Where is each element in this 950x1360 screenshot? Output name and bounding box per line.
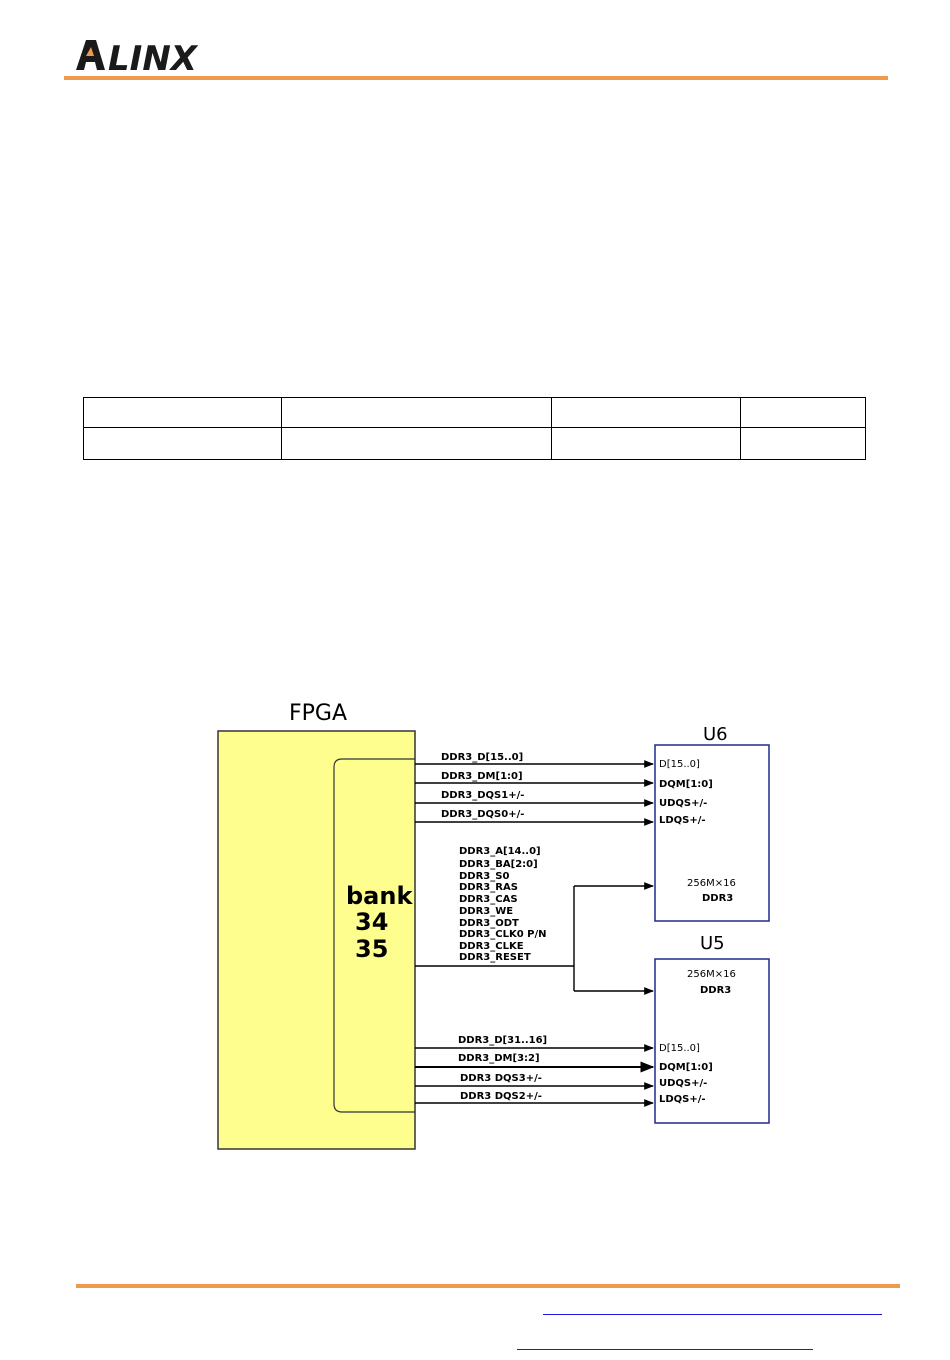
table-cell: [741, 428, 866, 460]
signal-label: DDR3_DQS1+/-: [441, 790, 525, 801]
signal-label: DDR3_CLK0 P/N: [459, 929, 547, 940]
bank-number-34: 34: [355, 908, 389, 936]
u5-chip-size: 256M×16: [687, 969, 736, 980]
footer-rule: [76, 1284, 900, 1288]
table-row: [84, 428, 866, 460]
table-cell: [84, 398, 282, 428]
alinx-logo: [74, 36, 234, 74]
u6-chip-type: DDR3: [702, 893, 734, 904]
table-cell: [281, 428, 552, 460]
u6-pin-dqm: DQM[1:0]: [659, 779, 713, 790]
u5-chip-type: DDR3: [700, 985, 732, 996]
header-rule: [64, 76, 888, 80]
fpga-label: FPGA: [289, 701, 348, 726]
signal-label: DDR3 DQS3+/-: [460, 1073, 542, 1084]
footer-link-underline[interactable]: [543, 1314, 882, 1315]
u6-pin-udqs: UDQS+/-: [659, 798, 708, 809]
table-cell: [552, 398, 741, 428]
table-cell: [281, 398, 552, 428]
signal-label: DDR3_RESET: [459, 952, 531, 963]
signal-label: DDR3_DM[1:0]: [441, 771, 523, 782]
signal-label: DDR3_D[15..0]: [441, 752, 524, 763]
signal-label: DDR3_WE: [459, 906, 514, 917]
bank-number-35: 35: [355, 935, 389, 963]
u5-label: U5: [700, 933, 725, 954]
signal-label: DDR3_CAS: [459, 894, 518, 905]
footer-link-underline[interactable]: [517, 1349, 813, 1350]
signal-label: DDR3_A[14..0]: [459, 846, 541, 857]
signal-label: DDR3_RAS: [459, 882, 518, 893]
table-cell: [552, 428, 741, 460]
bank-label: bank: [346, 882, 413, 910]
u6-pin-ldqs: LDQS+/-: [659, 815, 706, 826]
shared-signal-list: [459, 846, 547, 963]
ddr3-connection-diagram: [200, 690, 820, 1170]
u5-pin-data: D[15..0]: [659, 1043, 700, 1054]
u6-label: U6: [703, 724, 728, 745]
signal-label: DDR3 DQS2+/-: [460, 1091, 542, 1102]
u6-pin-data: D[15..0]: [659, 759, 700, 770]
signal-label: DDR3_DQS0+/-: [441, 809, 525, 820]
table-row: [84, 398, 866, 428]
u5-pin-ldqs: LDQS+/-: [659, 1094, 706, 1105]
table-cell: [741, 398, 866, 428]
u5-pin-dqm: DQM[1:0]: [659, 1062, 713, 1073]
logo-text: LINX: [108, 39, 197, 74]
u6-chip-size: 256M×16: [687, 878, 736, 889]
signal-label: DDR3_D[31..16]: [458, 1035, 548, 1046]
signal-label: DDR3_CLKE: [459, 941, 524, 952]
signal-label: DDR3_S0: [459, 871, 510, 882]
table-cell: [84, 428, 282, 460]
signal-label: DDR3_ODT: [459, 918, 519, 929]
signal-label: DDR3_BA[2:0]: [459, 859, 538, 870]
u5-pin-udqs: UDQS+/-: [659, 1078, 708, 1089]
signal-label: DDR3_DM[3:2]: [458, 1053, 540, 1064]
parameter-table: [83, 397, 866, 460]
